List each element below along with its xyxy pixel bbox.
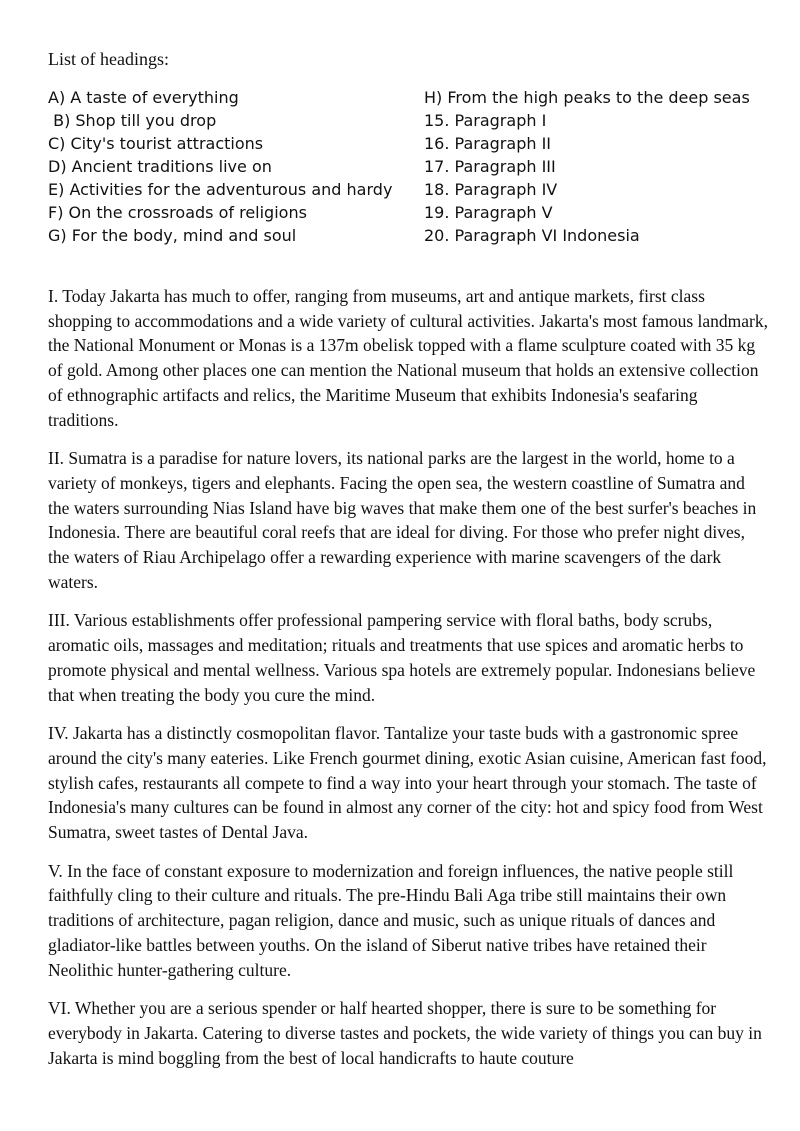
answer-slot: 17. Paragraph III: [424, 157, 556, 176]
heading-item: G) For the body, mind and soul: [48, 226, 297, 245]
list-title: List of headings:: [48, 49, 169, 69]
headings-list: [48, 86, 768, 251]
heading-item: H) From the high peaks to the deep seas: [424, 88, 750, 107]
headings-column-left: [48, 86, 418, 247]
answer-slot: 19. Paragraph V: [424, 203, 553, 222]
answer-slot: 16. Paragraph II: [424, 134, 552, 153]
heading-item: D) Ancient traditions live on: [48, 157, 272, 176]
headings-column-right: [424, 86, 768, 247]
paragraph-4: IV. Jakarta has a distinctly cosmopolitan flavor. Tantalize your taste buds with a gastronomic spree around the city's many eateries. Like French gourmet dining, exotic Asian cuisine, American fast food, stylish cafes, restaurants all compete to find a way into your heart through your stomach. The taste of Indonesia's many cultures can be found in almost any corner of the city: hot and spicy food from West Sumatra, sweet tastes of Dental Java.: [48, 723, 767, 843]
paragraph-1: I. Today Jakarta has much to offer, ranging from museums, art and antique markets, first class shopping to accommodations and a wide variety of cultural activities. Jakarta's most famous landmark, the National Monument or Monas is a 137m obelisk topped with a flame sculpture coated with 35 kg of gold. Among other places one can mention the National museum that holds an extensive collection of ethnographic artifacts and relics, the Maritime Museum that exhibits Indonesia's seafaring traditions.: [48, 286, 768, 430]
heading-item: B) Shop till you drop: [48, 111, 217, 130]
answer-slot: 20. Paragraph VI Indonesia: [424, 226, 640, 245]
heading-item: F) On the crossroads of religions: [48, 203, 307, 222]
heading-item: C) City's tourist attractions: [48, 134, 264, 153]
heading-item: A) A taste of everything: [48, 88, 239, 107]
paragraph-6: VI. Whether you are a serious spender or half hearted shopper, there is sure to be something for everybody in Jakarta. Catering to diverse tastes and pockets, the wide variety of things you can buy in Jakarta is mind boggling from the best of local handicrafts to haute couture: [48, 998, 762, 1068]
paragraph-3: III. Various establishments offer professional pampering service with floral baths, body scrubs, aromatic oils, massages and meditation; rituals and treatments that use spices and aromatic herbs to promote physical and mental wellness. Various spa hotels are extremely popular. Indonesians believe that when treating the body you cure the mind.: [48, 610, 756, 705]
answer-slot: 18. Paragraph IV: [424, 180, 558, 199]
heading-item: E) Activities for the adventurous and hardy: [48, 180, 393, 199]
paragraph-2: II. Sumatra is a paradise for nature lovers, its national parks are the largest in the world, home to a variety of monkeys, tigers and elephants. Facing the open sea, the western coastline of Sumatra and the waters surrounding Nias Island have big waves that make them one of the best surfer's beaches in Indonesia. There are beautiful coral reefs that are ideal for diving. For those who prefer night dives, the waters of Riau Archipelago offer a rewarding experience with marine scavengers of the dark waters.: [48, 448, 757, 592]
paragraph-5: V. In the face of constant exposure to modernization and foreign influences, the native people still faithfully cling to their culture and rituals. The pre-Hindu Bali Aga tribe still maintains their own traditions of architecture, pagan religion, dance and music, such as unique rituals of dances and gladiator-like battles between youths. On the island of Siberut native tribes have retained their Neolithic hunter-gathering culture.: [48, 860, 734, 980]
reading-text: [48, 284, 768, 1084]
answer-slot: 15. Paragraph I: [424, 111, 547, 130]
